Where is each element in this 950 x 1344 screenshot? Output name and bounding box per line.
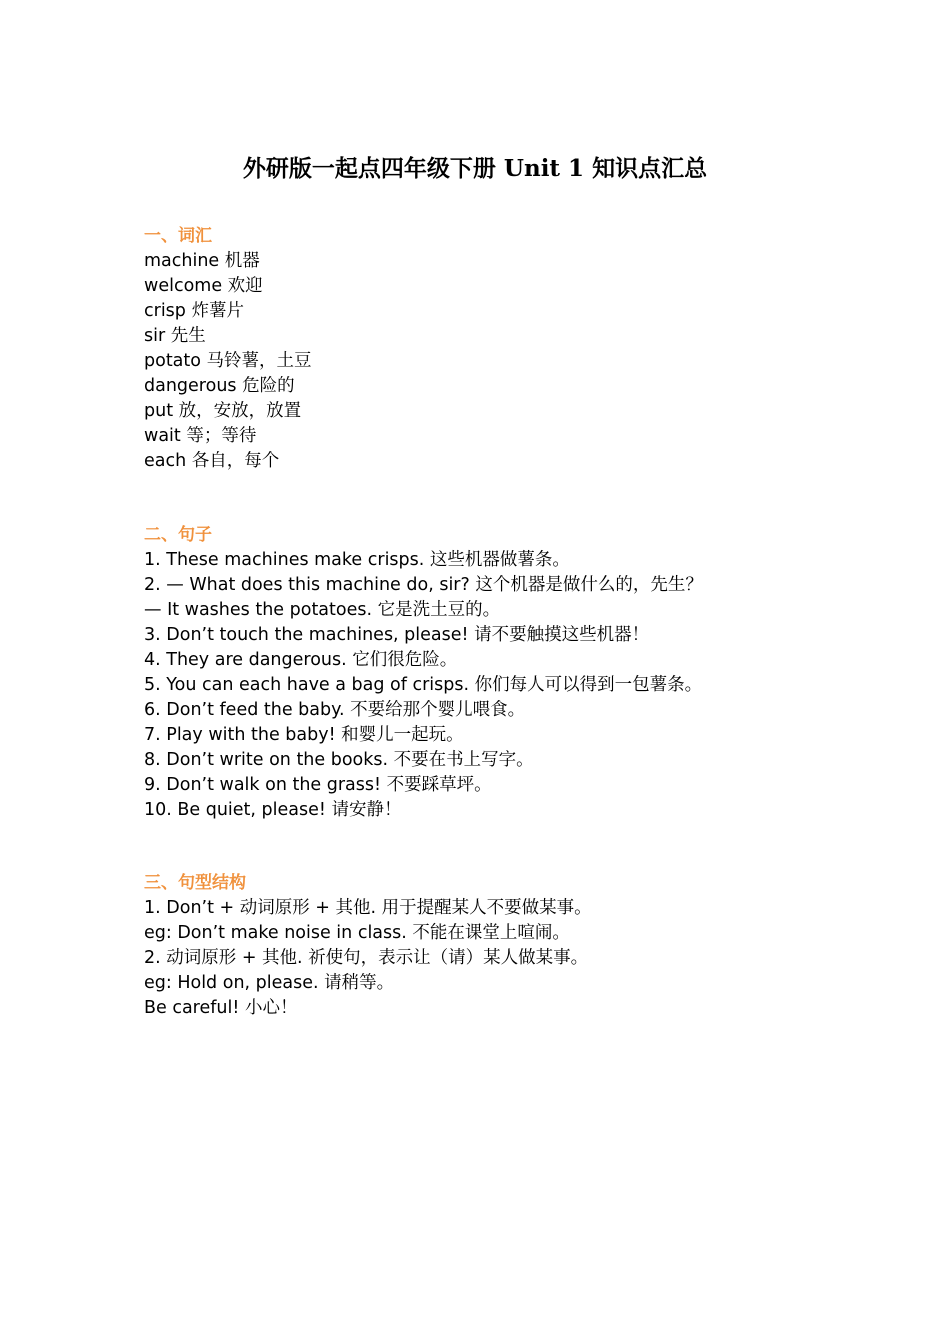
vocab-item: sir 先生 (144, 326, 206, 346)
vocabulary-section (144, 224, 904, 474)
sentence-item: 4. They are dangerous. 它们很危险。 (144, 650, 458, 670)
structure-item: eg: Don’t make noise in class. 不能在课堂上喧闹。 (144, 923, 570, 943)
structures-heading: 三、句型结构 (144, 873, 246, 893)
structure-item: 1. Don’t + 动词原形 + 其他. 用于提醒某人不要做某事。 (144, 898, 592, 918)
sentences-section (144, 523, 904, 823)
sentence-item: 3. Don’t touch the machines, please! 请不要触摸这些机器！ (144, 625, 650, 645)
vocabulary-heading: 一、词汇 (144, 226, 212, 246)
structures-section (144, 871, 904, 1021)
document-title: 外研版一起点四年级下册 Unit 1 知识点汇总 (242, 155, 708, 182)
vocab-item: each 各自，每个 (144, 451, 280, 471)
structure-item: Be careful! 小心！ (144, 998, 298, 1018)
sentences-heading: 二、句子 (144, 525, 212, 545)
sentence-item: 1. These machines make crisps. 这些机器做薯条。 (144, 550, 570, 570)
vocab-item: potato 马铃薯，土豆 (144, 351, 312, 371)
sentence-item: 7. Play with the baby! 和婴儿一起玩。 (144, 725, 464, 745)
vocab-item: dangerous 危险的 (144, 376, 295, 396)
structure-item: eg: Hold on, please. 请稍等。 (144, 973, 395, 993)
vocab-item: wait 等；等待 (144, 426, 257, 446)
structure-item: 2. 动词原形 + 其他. 祈使句，表示让（请）某人做某事。 (144, 948, 589, 968)
sentence-item: — It washes the potatoes. 它是洗土豆的。 (144, 600, 501, 620)
sentence-item: 6. Don’t feed the baby. 不要给那个婴儿喂食。 (144, 700, 526, 720)
sentence-item: 8. Don’t write on the books. 不要在书上写字。 (144, 750, 534, 770)
vocab-item: crisp 炸薯片 (144, 301, 244, 321)
sentence-item: 9. Don’t walk on the grass! 不要踩草坪。 (144, 775, 492, 795)
sentence-item: 2. — What does this machine do, sir? 这个机器是做什么的，先生？ (144, 575, 703, 595)
sentence-item: 5. You can each have a bag of crisps. 你们每人可以得到一包薯条。 (144, 675, 703, 695)
vocab-item: put 放，安放，放置 (144, 401, 302, 421)
sentence-item: 10. Be quiet, please! 请安静！ (144, 800, 402, 820)
vocab-item: machine 机器 (144, 251, 260, 271)
vocab-item: welcome 欢迎 (144, 276, 263, 296)
